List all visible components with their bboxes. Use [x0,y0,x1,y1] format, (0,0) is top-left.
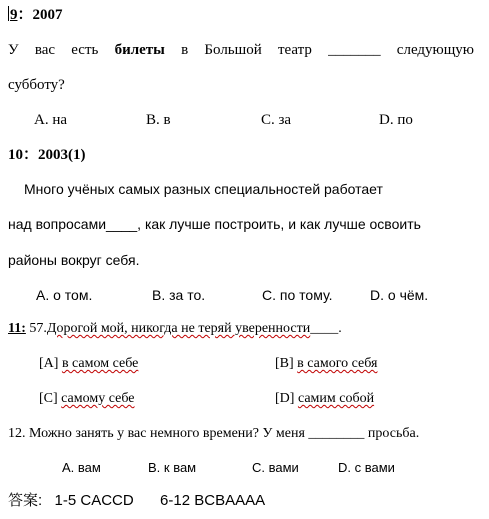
q9-word: театр [277,42,312,58]
q9-header [8,6,63,24]
q11-option-letter: [C] [39,391,58,406]
q9-word: есть [71,42,99,58]
q9-word: в [181,42,189,58]
q12-option-d: D. с вами [338,460,395,475]
q11-text-end: . [338,321,342,336]
q11-option-text: в самого себя [297,356,378,371]
q11-blank: ____ [310,321,339,336]
q9-word: вас [34,42,56,58]
q11-option-letter: [A] [39,356,59,371]
q9-option-d: D. по [379,112,413,128]
q9-line-1 [8,41,474,59]
q12-option-a: A. вам [62,460,101,475]
answer-label: 答案: [8,492,43,509]
q11-option-letter: [B] [275,356,294,371]
q10-line-1: Много учёных самых разных специальностей работает [24,181,383,197]
q10-option-a: A. о том. [36,287,93,303]
q9-word: Большой [204,42,262,58]
q11-option-text: самому себе [61,391,135,406]
q10-option-d: D. о чём. [370,287,429,303]
q11-number: 11: [8,321,26,336]
q10-line-2: над вопросами____, как лучше построить, и как лучше освоить [8,216,421,232]
q12-line: 12. Можно занять у вас немного времени? У меня ________ просьба. [8,426,420,441]
q11-line [8,320,342,338]
answer-first: 1-5 CACCD [54,492,134,509]
answer-key [8,492,265,510]
q11-option-text: самим собой [297,391,375,406]
q11-option-a [39,355,138,373]
q9-option-c: C. за [261,112,292,128]
q11-text-start: 57. [29,321,47,336]
q11-option-c [39,390,134,408]
q9-option-b: B. в [146,112,171,128]
q9-year: 2007 [32,7,63,23]
q10-option-b: B. за то. [152,287,206,303]
q9-number: 9 [10,7,18,23]
q12-option-b: B. к вам [148,460,197,475]
answer-second: 6-12 BCBAAAA [160,492,266,509]
q9-word: У [8,42,19,58]
q9-word-bold: билеты [114,42,165,58]
q9-option-a: A. на [34,112,68,128]
q12-option-c: C. вами [252,460,299,475]
q11-option-text: в самом себе [61,356,139,371]
q11-text-underlined: Дорогой мой, никогда не теряй уверенности [46,321,311,336]
text-cursor [8,6,9,21]
q11-option-d [275,390,374,408]
q10-option-c: C. по тому. [262,287,333,303]
q9-header-separator: ： [17,7,33,23]
q11-option-b [275,355,377,373]
q9-word: следующую [396,42,474,58]
q9-line-2: субботу? [8,77,65,93]
q10-line-3: районы вокруг себя. [8,252,140,268]
q10-header: 10：2003(1) [8,147,86,163]
q9-blank: _______ [328,42,381,58]
q11-option-letter: [D] [275,391,295,406]
